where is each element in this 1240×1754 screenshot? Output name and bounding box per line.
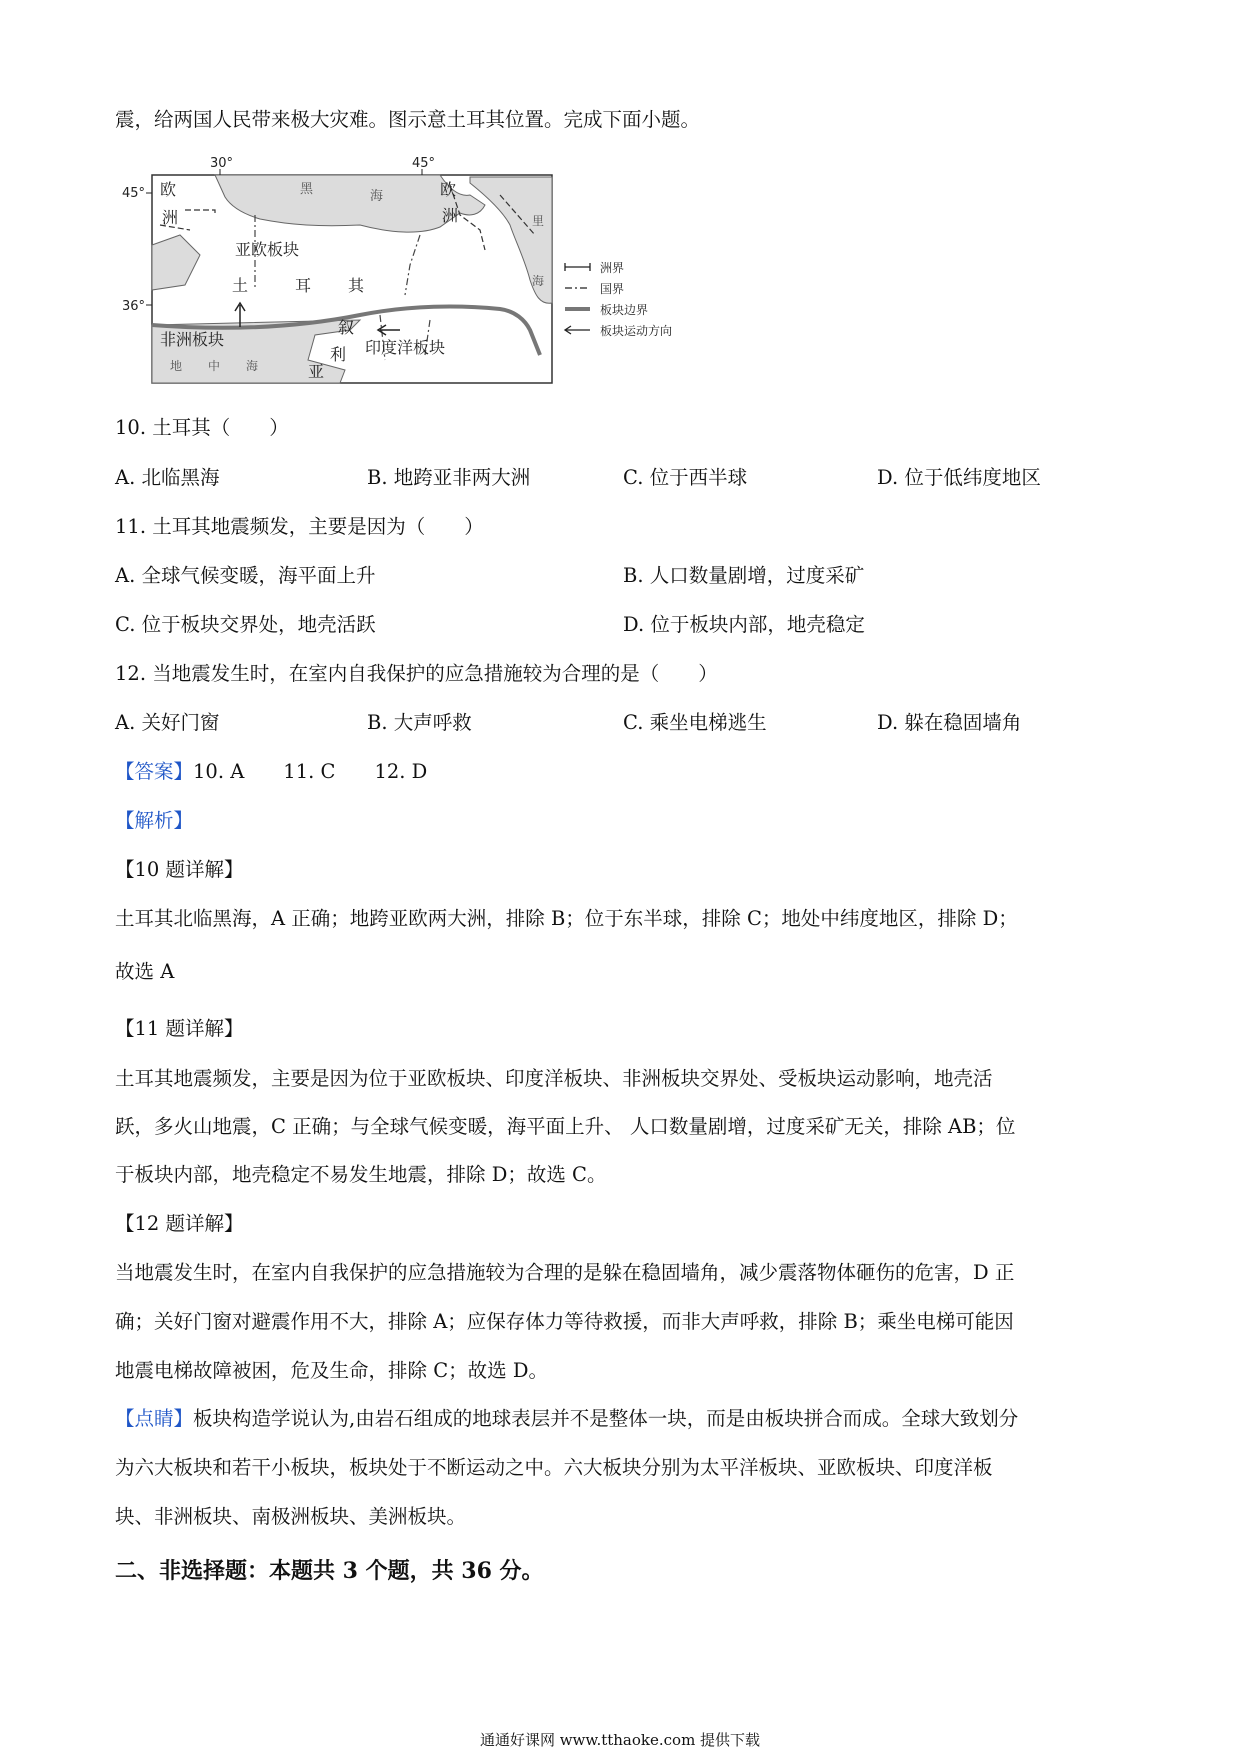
q11-option-b: B. 人口数量剧增，过度采矿 xyxy=(623,564,865,587)
map-syria-3: 亚 xyxy=(308,362,325,381)
q11-stem: 11. 土耳其地震频发，主要是因为（ ） xyxy=(115,515,484,538)
page-footer: 通通好课网 www.tthaoke.com 提供下载 xyxy=(479,1731,761,1749)
map-europe-right-1: 欧 xyxy=(440,180,457,199)
legend-national-border: 国界 xyxy=(600,282,625,296)
map-lat-36: 36° xyxy=(122,299,146,314)
legend-plate-boundary: 板块边界 xyxy=(600,303,649,317)
detail-11-line-3: 于板块内部，地壳稳定不易发生地震，排除 D；故选 C。 xyxy=(115,1163,607,1186)
q10-option-c: C. 位于西半球 xyxy=(623,466,748,489)
q11-option-d: D. 位于板块内部，地壳稳定 xyxy=(623,613,865,636)
section-2-heading: 二、非选择题：本题共 3 个题，共 36 分。 xyxy=(115,1558,544,1584)
detail-12-line-2: 确；关好门窗对避震作用不大，排除 A；应保存体力等待救援，而非大声呼救，排除 B；乘坐电梯可能因 xyxy=(115,1310,1014,1333)
map-turkey-3: 其 xyxy=(348,276,365,295)
detail-12-head: 【12 题详解】 xyxy=(115,1212,244,1235)
answer-text: 10. A 11. C 12. D xyxy=(193,760,428,783)
detail-10-head: 【10 题详解】 xyxy=(115,858,244,881)
intro-line: 震，给两国人民带来极大灾难。图示意土耳其位置。完成下面小题。 xyxy=(115,108,701,131)
q12-stem: 12. 当地震发生时，在室内自我保护的应急措施较为合理的是（ ） xyxy=(115,662,718,685)
detail-10-line-1: 土耳其北临黑海，A 正确；地跨亚欧两大洲，排除 B；位于东半球，排除 C；地处中纬度地区，排除 D； xyxy=(115,907,1018,930)
map-europe-left-1: 欧 xyxy=(160,180,177,199)
tip-tag: 【点睛】 xyxy=(115,1407,194,1430)
detail-11-head: 【11 题详解】 xyxy=(115,1017,244,1040)
tip-line-2: 为六大板块和若干小板块，板块处于不断运动之中。六大板块分别为太平洋板块、亚欧板块、印度洋板 xyxy=(115,1456,993,1479)
detail-11-line-1: 土耳其地震频发，主要是因为位于亚欧板块、印度洋板块、非洲板块交界处、受板块运动影响，地壳活 xyxy=(115,1067,993,1090)
tip-line-1 xyxy=(115,1406,1018,1432)
detail-10-line-2: 故选 A xyxy=(115,960,175,983)
q10-option-d: D. 位于低纬度地区 xyxy=(877,466,1041,489)
map-legend xyxy=(565,261,672,338)
q12-option-a: A. 关好门窗 xyxy=(115,711,220,734)
map-med-3: 海 xyxy=(246,359,259,373)
map-lon-45: 45° xyxy=(412,156,436,171)
map-eurasian-plate: 亚欧板块 xyxy=(235,240,300,259)
map-turkey-2: 耳 xyxy=(295,276,312,295)
detail-12-line-3: 地震电梯故障被困，危及生命，排除 C；故选 D。 xyxy=(115,1359,548,1382)
tip-line-3: 块、非洲板块、南极洲板块、美洲板块。 xyxy=(115,1505,467,1528)
q10-option-b: B. 地跨亚非两大洲 xyxy=(367,466,531,489)
map-indian-plate: 印度洋板块 xyxy=(365,338,446,357)
answer-tag: 【答案】 xyxy=(115,760,194,783)
analysis-tag: 【解析】 xyxy=(115,809,194,832)
detail-11-line-2: 跃，多火山地震，C 正确；与全球气候变暖，海平面上升、 人口数量剧增，过度采矿无关，排除 AB；位 xyxy=(115,1115,1016,1138)
map-syria-1: 叙 xyxy=(338,318,355,337)
map-med-2: 中 xyxy=(208,359,221,373)
map-black-sea-2: 海 xyxy=(370,189,384,204)
map-turkey-1: 土 xyxy=(232,276,249,295)
map-med-1: 地 xyxy=(170,359,183,373)
map-lat-45: 45° xyxy=(122,186,146,201)
legend-plate-motion: 板块运动方向 xyxy=(600,324,673,338)
map-lon-30: 30° xyxy=(210,156,234,171)
detail-12-line-1: 当地震发生时，在室内自我保护的应急措施较为合理的是躲在稳固墙角，减少震落物体砸伤的危害，D 正 xyxy=(115,1261,1015,1284)
q12-option-d: D. 躲在稳固墙角 xyxy=(877,711,1022,734)
map-african-plate: 非洲板块 xyxy=(160,330,225,349)
legend-continent-border: 洲界 xyxy=(600,261,625,275)
q11-option-c: C. 位于板块交界处，地壳活跃 xyxy=(115,613,376,636)
map-europe-left-2: 洲 xyxy=(162,208,179,227)
map-syria-2: 利 xyxy=(330,345,347,364)
q10-stem: 10. 土耳其（ ） xyxy=(115,416,289,439)
map-black-sea-1: 黑 xyxy=(300,182,314,197)
q10-option-a: A. 北临黑海 xyxy=(115,466,220,489)
map-caspian-2: 海 xyxy=(532,274,545,288)
answer-line xyxy=(115,759,427,785)
turkey-location-map xyxy=(122,155,700,395)
q12-option-c: C. 乘坐电梯逃生 xyxy=(623,711,767,734)
map-europe-right-2: 洲 xyxy=(442,206,459,225)
tip-text-1: 板块构造学说认为,由岩石组成的地球表层并不是整体一块，而是由板块拼合而成。全球大致划分 xyxy=(193,1407,1019,1430)
q11-option-a: A. 全球气候变暖，海平面上升 xyxy=(115,564,376,587)
map-caspian-1: 里 xyxy=(532,214,545,228)
q12-option-b: B. 大声呼救 xyxy=(367,711,472,734)
